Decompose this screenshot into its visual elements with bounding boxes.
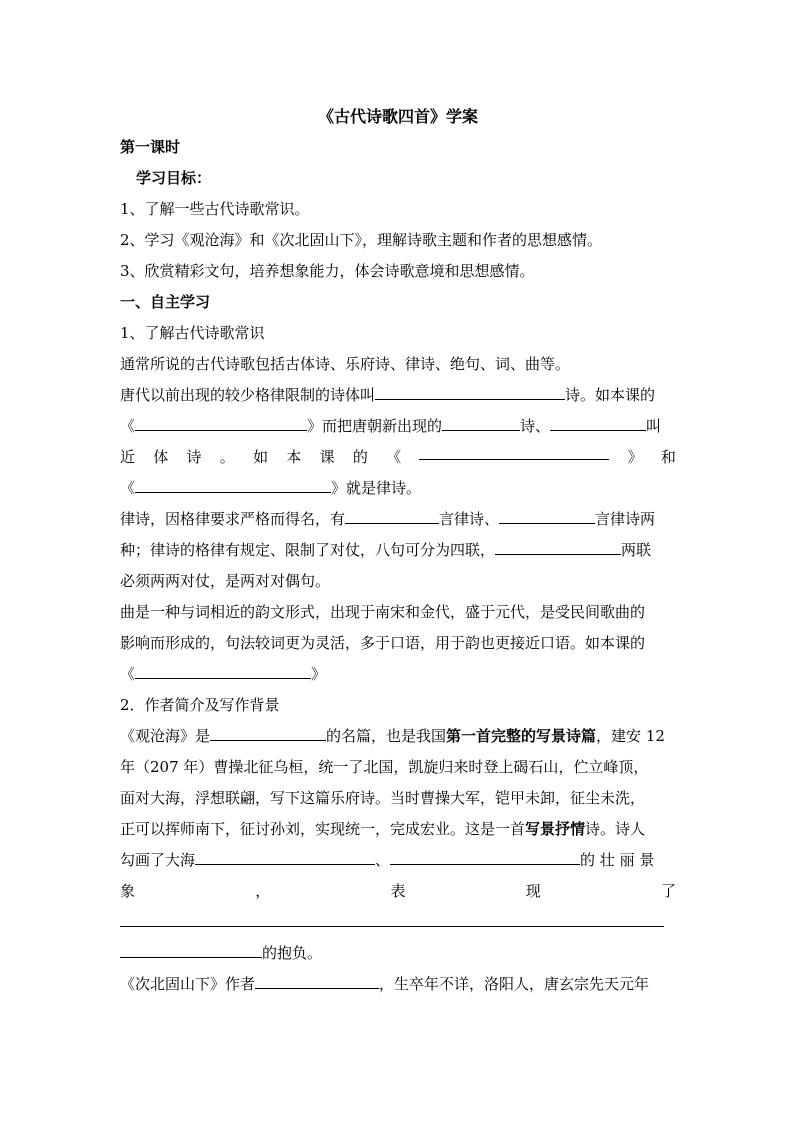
fill-blank[interactable]: [345, 506, 439, 524]
text-segment: 、: [375, 851, 391, 869]
section-heading: 一、自主学习: [120, 293, 211, 311]
text-segment: 叫: [646, 417, 662, 435]
fill-blank[interactable]: [135, 475, 331, 493]
text-segment: 《: [120, 665, 136, 683]
paragraph-line: 面对大海，浮想联翩，写下这篇乐府诗。当时曹操大军，铠甲未卸，征尘未洗，: [120, 789, 646, 807]
paragraph-line-justified: [120, 442, 676, 473]
text-segment: 诗。诗人: [585, 820, 646, 838]
fill-blank[interactable]: [499, 506, 595, 524]
paragraph-line: 年（207 年）曹操北征乌桓，统一了北国，凯旋归来时登上碣石山，伫立峰顶，: [120, 758, 649, 776]
text-char: 现: [525, 882, 541, 900]
fill-blank[interactable]: [375, 382, 565, 400]
text-segment: 言律诗两: [595, 510, 656, 528]
text-segment: 的抱负。: [262, 944, 323, 962]
text-segment: 《: [120, 417, 136, 435]
text-segment: ，生卒年不详，洛阳人，唐玄宗先天元年: [379, 975, 650, 993]
paragraph-line: [120, 504, 676, 535]
fill-blank[interactable]: [195, 847, 375, 865]
text-char: 如: [253, 448, 269, 466]
text-char: ，: [255, 882, 271, 900]
fill-blank[interactable]: [495, 537, 621, 555]
text-segment: 诗、: [520, 417, 551, 435]
text-char: 《: [386, 448, 402, 466]
fill-blank[interactable]: [135, 661, 311, 679]
text-segment: 两联: [621, 541, 652, 559]
text-segment: 《次北固山下》作者: [120, 975, 256, 993]
text-emphasis: 第一首完整的写景诗篇: [446, 727, 597, 745]
text-segment: 《观沧海》是: [120, 727, 211, 745]
fill-blank-long[interactable]: [120, 909, 664, 927]
text-char: 课: [319, 448, 335, 466]
page-title: 《古代诗歌四首》学案: [317, 107, 478, 126]
text-segment: 种；律诗的格律有规定、限制了对仗，八句可分为四联，: [120, 541, 496, 559]
paragraph-line: 通常所说的古代诗歌包括古体诗、乐府诗、律诗、绝句、词、曲等。: [120, 355, 571, 373]
text-segment: 的名篇，也是我国: [326, 727, 447, 745]
text-segment: 》: [311, 665, 327, 683]
paragraph-line: [120, 938, 676, 969]
text-char: 了: [660, 882, 676, 900]
text-emphasis: 写景抒情: [525, 820, 586, 838]
paragraph-line: 必须两两对仗，是两对对偶句。: [120, 572, 331, 590]
text-segment: 》而把唐朝新出现的: [307, 417, 443, 435]
goals-heading: 学习目标：: [136, 169, 212, 187]
fill-blank[interactable]: [390, 847, 580, 865]
text-char: 本: [286, 448, 302, 466]
text-segment: 勾画了大海: [120, 851, 196, 869]
text-segment: ，建安 12: [596, 727, 665, 745]
text-char: 。: [219, 448, 235, 466]
fill-blank[interactable]: [135, 413, 307, 431]
fill-blank[interactable]: [255, 971, 379, 989]
text-segment: 唐代以前出现的较少格律限制的诗体叫: [120, 386, 376, 404]
text-segment: 《: [120, 479, 136, 497]
text-char: 体: [153, 448, 169, 466]
paragraph-line: [120, 473, 676, 504]
paragraph-line: [120, 721, 676, 752]
paragraph-line: 影响而形成的，句法较词更为灵活，多于口语，用于韵也更接近口语。如本课的: [120, 634, 646, 652]
paragraph-line: [120, 969, 676, 1000]
goal-item: 3、欣赏精彩文句，培养想象能力，体会诗歌意境和思想感情。: [120, 262, 535, 280]
paragraph-line-justified: [120, 876, 676, 907]
paragraph-line: [120, 907, 676, 938]
fill-blank[interactable]: [210, 723, 326, 741]
text-char: 象: [120, 882, 136, 900]
paragraph-line: 曲是一种与词相近的韵文形式，出现于南宋和金代，盛于元代，是受民间歌曲的: [120, 603, 646, 621]
paragraph-line: [120, 659, 676, 690]
subsection-heading: 2．作者简介及写作背景: [120, 696, 280, 714]
goal-item: 1、了解一些古代诗歌常识。: [120, 200, 310, 218]
fill-blank[interactable]: [419, 442, 609, 460]
goal-item: 2、学习《观沧海》和《次北固山下》，理解诗歌主题和作者的思想感情。: [120, 231, 603, 249]
worksheet-page: [120, 96, 676, 1000]
text-char: 》: [627, 448, 643, 466]
fill-blank[interactable]: [442, 413, 520, 431]
text-char: 和: [660, 448, 676, 466]
paragraph-line: [120, 380, 676, 411]
text-segment: 诗。如本课的: [565, 386, 656, 404]
text-segment: 言律诗、: [439, 510, 500, 528]
text-char: 近: [120, 448, 136, 466]
fill-blank[interactable]: [120, 940, 262, 958]
text-char: 的: [352, 448, 368, 466]
text-segment: 正可以挥师南下，征讨孙刘，实现统一，完成宏业。这是一首: [120, 820, 526, 838]
paragraph-line: [120, 411, 676, 442]
subsection-heading: 1、了解古代诗歌常识: [120, 324, 265, 342]
lesson-heading: 第一课时: [120, 138, 181, 156]
paragraph-line: [120, 535, 676, 566]
text-char: 表: [390, 882, 406, 900]
fill-blank[interactable]: [550, 413, 646, 431]
paragraph-line: [120, 845, 676, 876]
text-segment: 律诗，因格律要求严格而得名，有: [120, 510, 346, 528]
text-char: 诗: [186, 448, 202, 466]
text-segment: 》就是律诗。: [331, 479, 422, 497]
text-segment: 的 壮 丽 景: [580, 851, 655, 869]
paragraph-line: [120, 814, 676, 845]
